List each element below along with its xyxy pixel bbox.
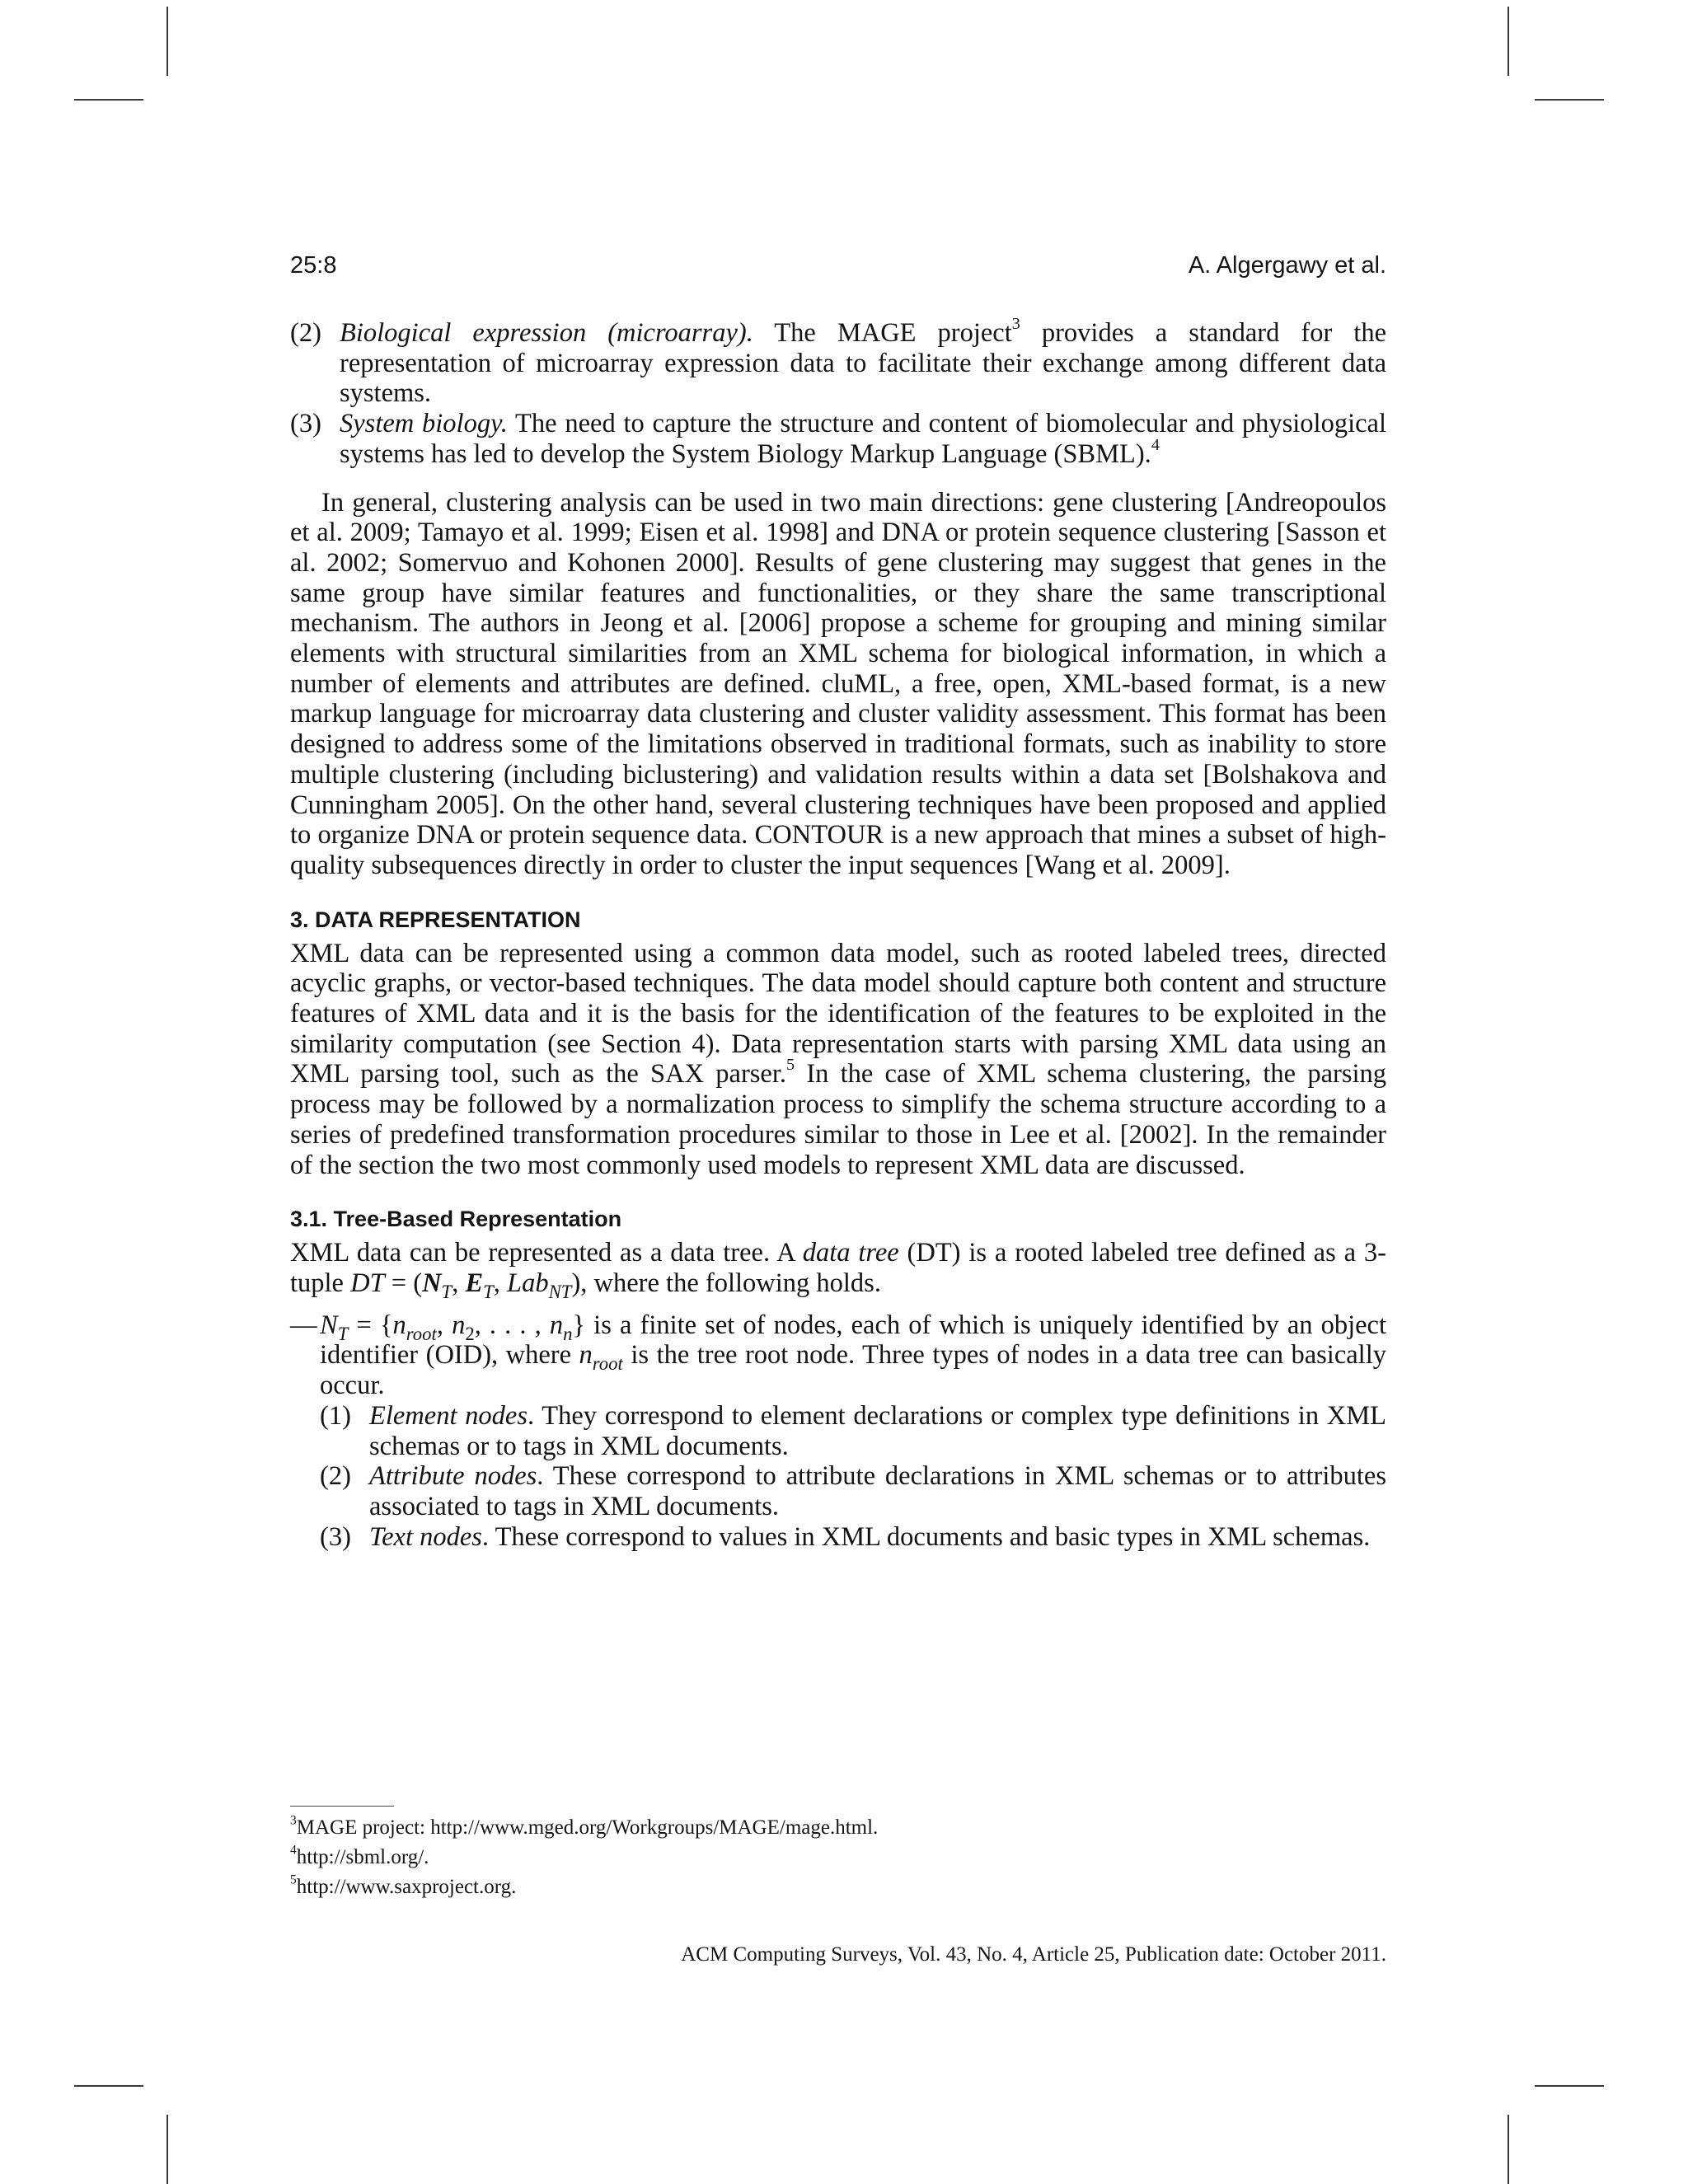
crop-mark xyxy=(1507,2115,1509,2184)
list-item: (3) System biology. The need to capture the structure and content of biomolecular and physiological systems has led to develop the System Biology Markup Language (SBML).$^4$ xyxy=(290,409,1386,469)
paragraph-data-representation: XML data can be represented using a common data model, such as rooted labeled trees, directed acyclic graphs, or vector-based techniques. The data model should capture both content and structure features of XML data and it is the basis for the identification of the features to be exploited in the similarity computation (see Section 4). Data representation starts with parsing XML data using an XML parsing tool, such as the SAX parser.$^5$ In the case of XML schema clustering, the parsing process may be followed by a normalization process to simplify the schema structure according to a series of predefined transformation procedures similar to those in Lee et al. [2002]. In the remainder of the section the two most commonly used models to represent XML data are discussed. xyxy=(290,938,1387,1180)
footnotes xyxy=(290,1813,1386,1902)
crop-mark xyxy=(1535,99,1604,101)
math-node-set: $N_T = \{n_{root}$, $n_2$, . . . , $n_n$} xyxy=(320,1310,586,1344)
paragraph-clustering: In general, clustering analysis can be used in two main directions: gene clustering [Andreopoulos et al. 2009; Tamayo et al. 1999; Eisen et al. 1998] and DNA or protein sequence clustering [Sasson et al. 2002; Somervuo and Kohonen 2000]. Results of gene clustering may suggest that genes in the same group have similar features and functionalities, or they share the same transcriptional mechanism. The authors in Jeong et al. [2006] propose a scheme for grouping and mining similar elements with structural similarities from an XML schema for biological information, in which a number of elements and attributes are defined. cluML, a free, open, XML-based format, is a new markup language for microarray data clustering and cluster validity assessment. This format has been designed to address some of the limitations observed in traditional formats, such as inability to store multiple clustering (including biclustering) and validation results within a data set [Bolshakova and Cunningham 2005]. On the other hand, several clustering techniques have been proposed and applied to organize DNA or protein sequence data. CONTOUR is a new approach that mines a subset of high-quality subsequences directly in order to cluster the input sequences [Wang et al. 2009]. xyxy=(290,487,1386,880)
footnote-link[interactable]: http://www.saxproject.org. xyxy=(296,1876,517,1898)
footnote-rule xyxy=(290,1806,394,1807)
footnote-ref[interactable]: 3 xyxy=(1011,314,1020,333)
subsection-heading: 3.1. Tree-Based Representation xyxy=(290,1207,622,1232)
running-header xyxy=(290,252,1386,288)
footnote-link[interactable]: http://sbml.org/. xyxy=(296,1846,429,1868)
list-item-node-type: (1) Element nodes. They correspond to element declarations or complex type definitions in XML schemas or to tags in XML documents. xyxy=(320,1400,1387,1461)
crop-mark xyxy=(74,99,143,101)
footnote-ref[interactable]: 5 xyxy=(786,1056,795,1075)
crop-mark xyxy=(74,2085,143,2087)
list-item: (2) Biological expression (microarray). The MAGE project$^3$ provides a standard for the representation of microarray expression data to facilitate their exchange among different data systems. xyxy=(290,314,1386,409)
author-line: A. Algergawy et al. xyxy=(1188,252,1386,279)
crop-mark xyxy=(1535,2085,1604,2087)
crop-mark xyxy=(166,2115,168,2184)
math-dt-tuple: DT xyxy=(350,1268,385,1298)
footnote: $^4$http://sbml.org/. xyxy=(290,1843,429,1868)
paragraph-tree-representation: XML data can be represented as a data tree. A data tree (DT) is a rooted labeled tree defined as a 3-tuple DT = ($N_T$, $E_T$, Lab$_{NT}$), where the following holds. xyxy=(290,1238,1386,1302)
list-item-node-type: (2) Attribute nodes. These correspond to attribute declarations in XML schemas or to attributes associated to tags in XML documents. xyxy=(320,1461,1387,1521)
dash-item-nodes: — $N_T = \{n_{root}$, $n_2$, . . . , $n_n$} is a finite set of nodes, each of which is uniquely identified by an object identifier (OID), where $n_{root}$ is the tree root node. Three types of nodes in a data tree can basically occur. xyxy=(290,1310,1387,1401)
running-footer: ACM Computing Surveys, Vol. 43, No. 4, Article 25, Publication date: October 2011. xyxy=(681,1943,1386,1966)
page-id: 25:8 xyxy=(290,252,337,279)
footnote-link[interactable]: MAGE project: http://www.mged.org/Workgroups/MAGE/mage.html. xyxy=(296,1816,879,1839)
crop-mark xyxy=(166,7,168,76)
footnote-ref[interactable]: 4 xyxy=(1151,435,1160,454)
footnote: $^5$http://www.saxproject.org. xyxy=(290,1872,517,1898)
crop-mark xyxy=(1507,7,1509,76)
page-body xyxy=(290,314,1387,1552)
math-root: $n_{root}$ xyxy=(579,1340,623,1375)
list-item-node-type: (3) Text nodes. These correspond to values in XML documents and basic types in XML schemas. xyxy=(320,1521,1371,1552)
section-heading: 3. DATA REPRESENTATION xyxy=(290,907,581,932)
footnote: $^3$MAGE project: http://www.mged.org/Workgroups/MAGE/mage.html. xyxy=(290,1813,879,1839)
